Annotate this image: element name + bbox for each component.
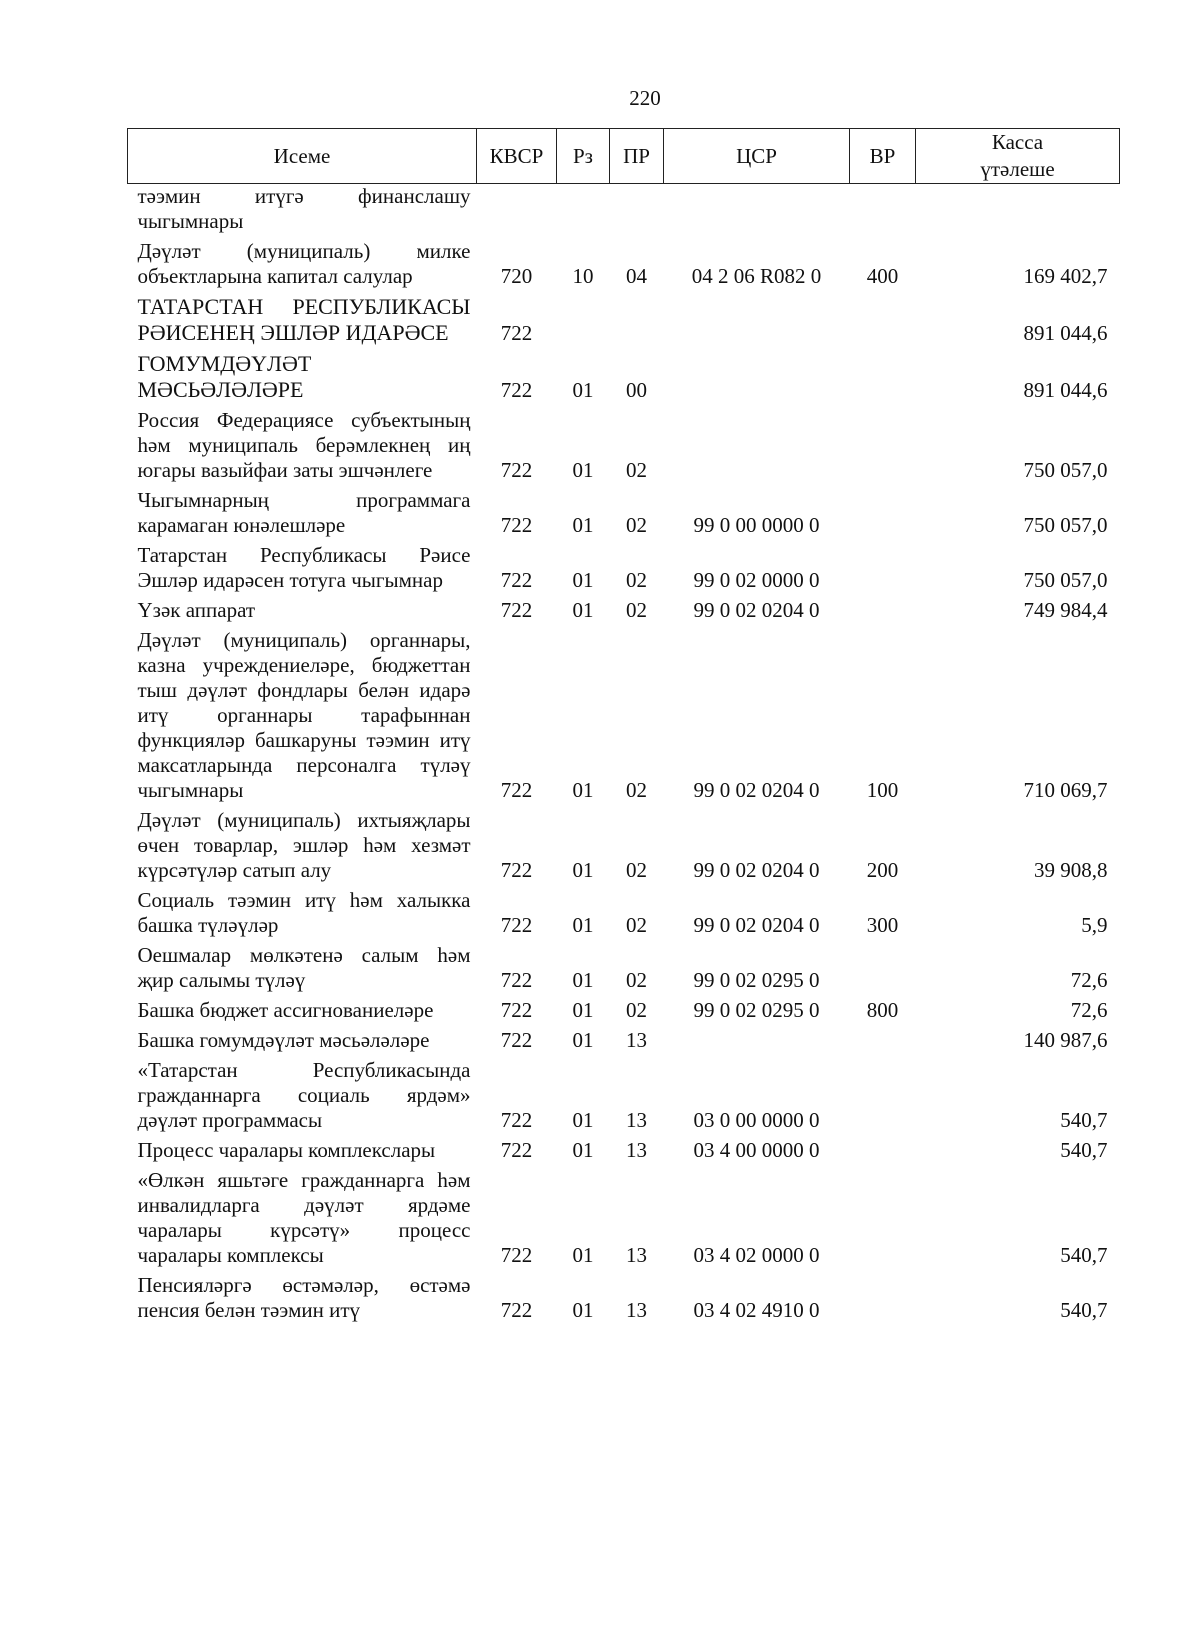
cell-amount: 750 057,0 (1023, 513, 1108, 537)
cell-rz: 01 (572, 568, 594, 592)
cell-kvsr: 722 (500, 568, 533, 592)
cell-name: Дәүләт (муниципаль) ихтыяҗлары өчен товарлар, эшләр һәм хезмәт күрсәтүләр сатып алу (137, 808, 471, 882)
cell-pr: 02 (626, 858, 647, 882)
cell-pr (610, 184, 664, 240)
cell-vr (850, 1168, 916, 1273)
header-kvsr: КВСР (477, 129, 557, 184)
page-number: 220 (629, 86, 661, 110)
cell-amount: 750 057,0 (1023, 568, 1108, 592)
cell-amount (916, 184, 1120, 240)
cell-vr: 400 (866, 264, 899, 288)
cell-name: Татарстан Республикасы Рәисе Эшләр идарәсен тотуга чыгымнар (137, 543, 471, 592)
cell-pr: 00 (626, 378, 647, 402)
cell-rz: 01 (572, 1028, 594, 1052)
cell-amount: 540,7 (1060, 1138, 1108, 1162)
table-row (128, 888, 1120, 943)
cell-rz: 01 (572, 378, 594, 402)
cell-vr: 200 (866, 858, 899, 882)
cell-rz: 01 (572, 968, 594, 992)
cell-name: Процесс чаралары комплекслары (137, 1138, 436, 1162)
cell-vr (850, 294, 916, 351)
cell-rz: 01 (572, 1298, 594, 1322)
cell-rz: 01 (572, 913, 594, 937)
cell-pr: 02 (626, 778, 647, 802)
table-row (128, 1028, 1120, 1058)
cell-kvsr: 722 (500, 998, 533, 1022)
table-row (128, 808, 1120, 888)
cell-amount: 749 984,4 (1023, 598, 1108, 622)
cell-vr (850, 1138, 916, 1168)
cell-rz: 01 (572, 1243, 594, 1267)
table-row (128, 998, 1120, 1028)
cell-name: Башка гомумдәүләт мәсьәләләре (137, 1028, 430, 1052)
header-pr: ПР (610, 129, 664, 184)
cell-vr (850, 184, 916, 240)
table-row (128, 184, 1120, 240)
header-name: Исеме (128, 129, 477, 184)
cell-vr (850, 351, 916, 408)
cell-rz: 01 (572, 1108, 594, 1132)
budget-table (127, 128, 1120, 1328)
cell-amount: 39 908,8 (1034, 858, 1108, 882)
cell-kvsr: 720 (500, 264, 533, 288)
cell-rz: 01 (572, 778, 594, 802)
header-amount (916, 129, 1120, 184)
table-header (128, 129, 1120, 184)
cell-kvsr: 722 (500, 778, 533, 802)
cell-name: Оешмалар мөлкәтенә салым һәм җир салымы түләү (137, 943, 471, 992)
cell-pr: 13 (626, 1138, 647, 1162)
cell-rz: 10 (572, 264, 594, 288)
table-row (128, 408, 1120, 488)
cell-name: тәэмин итүгә финанслашу чыгымнары (137, 184, 471, 233)
table-row (128, 239, 1120, 294)
table-row (128, 488, 1120, 543)
table-row (128, 1138, 1120, 1168)
cell-rz: 01 (572, 598, 594, 622)
cell-tssr: 03 4 00 0000 0 (693, 1138, 820, 1162)
cell-name: «Татарстан Республикасында гражданнарга социаль ярдәм» дәүләт программасы (137, 1058, 471, 1132)
cell-tssr (664, 408, 850, 488)
cell-tssr: 99 0 02 0000 0 (693, 568, 820, 592)
cell-vr: 100 (866, 778, 899, 802)
header-amount-line1: Касса (991, 130, 1044, 154)
cell-rz: 01 (572, 1138, 594, 1162)
cell-pr: 02 (626, 998, 647, 1022)
cell-amount: 140 987,6 (1023, 1028, 1108, 1052)
cell-kvsr: 722 (500, 1108, 533, 1132)
cell-vr (850, 408, 916, 488)
cell-kvsr: 722 (500, 458, 533, 482)
cell-amount: 891 044,6 (1023, 321, 1108, 345)
cell-pr (610, 294, 664, 351)
cell-tssr: 99 0 00 0000 0 (693, 513, 820, 537)
cell-pr: 02 (626, 568, 647, 592)
cell-pr: 02 (626, 458, 647, 482)
table-row (128, 294, 1120, 351)
cell-amount: 540,7 (1060, 1243, 1108, 1267)
cell-kvsr: 722 (500, 968, 533, 992)
table-row (128, 628, 1120, 808)
header-vr: ВР (850, 129, 916, 184)
cell-name: Пенсияләргә өстәмәләр, өстәмә пенсия белән тәэмин итү (137, 1273, 471, 1322)
cell-vr (850, 543, 916, 598)
cell-amount: 710 069,7 (1023, 778, 1108, 802)
cell-tssr: 04 2 06 R082 0 (691, 264, 822, 288)
cell-name: ТАТАРСТАН РЕСПУБЛИКАСЫ РӘИСЕНЕҢ ЭШЛӘР ИДАРӘСЕ (137, 294, 471, 345)
cell-pr: 13 (626, 1243, 647, 1267)
cell-vr (850, 488, 916, 543)
cell-kvsr: 722 (500, 1243, 533, 1267)
cell-pr: 02 (626, 913, 647, 937)
cell-kvsr: 722 (500, 913, 533, 937)
cell-tssr (664, 351, 850, 408)
cell-rz (557, 184, 610, 240)
cell-tssr: 03 4 02 0000 0 (693, 1243, 820, 1267)
cell-name: Дәүләт (муниципаль) милке объектларына капитал салулар (137, 239, 471, 288)
cell-pr: 02 (626, 598, 647, 622)
cell-pr: 13 (626, 1298, 647, 1322)
table-row (128, 1273, 1120, 1328)
cell-tssr: 99 0 02 0204 0 (693, 598, 820, 622)
cell-kvsr: 722 (500, 1298, 533, 1322)
cell-pr: 13 (626, 1108, 647, 1132)
cell-tssr: 99 0 02 0295 0 (693, 968, 820, 992)
cell-vr (850, 943, 916, 998)
cell-kvsr: 722 (500, 1028, 533, 1052)
cell-rz: 01 (572, 458, 594, 482)
cell-vr: 300 (866, 913, 899, 937)
cell-amount: 891 044,6 (1023, 378, 1108, 402)
cell-vr: 800 (866, 998, 899, 1022)
cell-amount: 750 057,0 (1023, 458, 1108, 482)
cell-name: Социаль тәэмин итү һәм халыкка башка түләүләр (137, 888, 471, 937)
cell-name: Үзәк аппарат (137, 598, 256, 622)
cell-rz: 01 (572, 858, 594, 882)
cell-kvsr: 722 (500, 378, 533, 402)
cell-tssr: 99 0 02 0204 0 (693, 913, 820, 937)
header-rz: Рз (557, 129, 610, 184)
cell-amount: 540,7 (1060, 1298, 1108, 1322)
cell-tssr (664, 294, 850, 351)
table-row (128, 1058, 1120, 1138)
table-row (128, 1168, 1120, 1273)
cell-pr: 13 (626, 1028, 647, 1052)
cell-pr: 02 (626, 968, 647, 992)
cell-tssr: 03 0 00 0000 0 (693, 1108, 820, 1132)
table-row (128, 598, 1120, 628)
cell-kvsr: 722 (500, 598, 533, 622)
cell-amount: 169 402,7 (1023, 264, 1108, 288)
cell-name: «Өлкән яшьтәге гражданнарга һәм инвалидларга дәүләт ярдәме чаралары күрсәтү» процесс чаралары комплексы (137, 1168, 471, 1267)
cell-kvsr (477, 184, 557, 240)
cell-tssr (664, 184, 850, 240)
cell-tssr (664, 1028, 850, 1058)
cell-rz: 01 (572, 513, 594, 537)
cell-amount: 5,9 (1081, 913, 1108, 937)
cell-name: Башка бюджет ассигнованиеләре (137, 998, 434, 1022)
cell-vr (850, 1028, 916, 1058)
cell-rz: 01 (572, 998, 594, 1022)
cell-amount: 72,6 (1070, 968, 1108, 992)
cell-name: Дәүләт (муниципаль) органнары, казна учреждениеләре, бюджеттан тыш дәүләт фондлары белән идарә итү органнары тарафыннан функцияләр башкаруны тәэмин итү максатларында персоналга түләү чыгымнары (137, 628, 471, 802)
cell-name: Чыгымнарның программага карамаган юнәлешләре (137, 488, 471, 537)
cell-tssr: 99 0 02 0295 0 (693, 998, 820, 1022)
table-row (128, 543, 1120, 598)
cell-name: ГОМУМДӘҮЛӘТ МӘСЬӘЛӘЛӘРЕ (137, 351, 312, 402)
cell-kvsr: 722 (500, 513, 533, 537)
header-tssr: ЦСР (664, 129, 850, 184)
cell-kvsr: 722 (500, 1138, 533, 1162)
header-amount-line2: үтәлеше (980, 157, 1055, 181)
table-row (128, 351, 1120, 408)
table-row (128, 943, 1120, 998)
cell-tssr: 99 0 02 0204 0 (693, 778, 820, 802)
cell-kvsr: 722 (500, 321, 533, 345)
cell-pr: 04 (626, 264, 647, 288)
cell-vr (850, 1058, 916, 1138)
cell-tssr: 03 4 02 4910 0 (693, 1298, 820, 1322)
table-body (128, 184, 1120, 1329)
cell-pr: 02 (626, 513, 647, 537)
cell-vr (850, 1273, 916, 1328)
cell-amount: 72,6 (1070, 998, 1108, 1022)
cell-rz (557, 294, 610, 351)
cell-amount: 540,7 (1060, 1108, 1108, 1132)
cell-kvsr: 722 (500, 858, 533, 882)
cell-name: Россия Федерациясе субъектының һәм муниципаль берәмлекнең иң югары вазыйфаи заты эшчәнлеге (137, 408, 471, 482)
cell-tssr: 99 0 02 0204 0 (693, 858, 820, 882)
cell-vr (850, 598, 916, 628)
